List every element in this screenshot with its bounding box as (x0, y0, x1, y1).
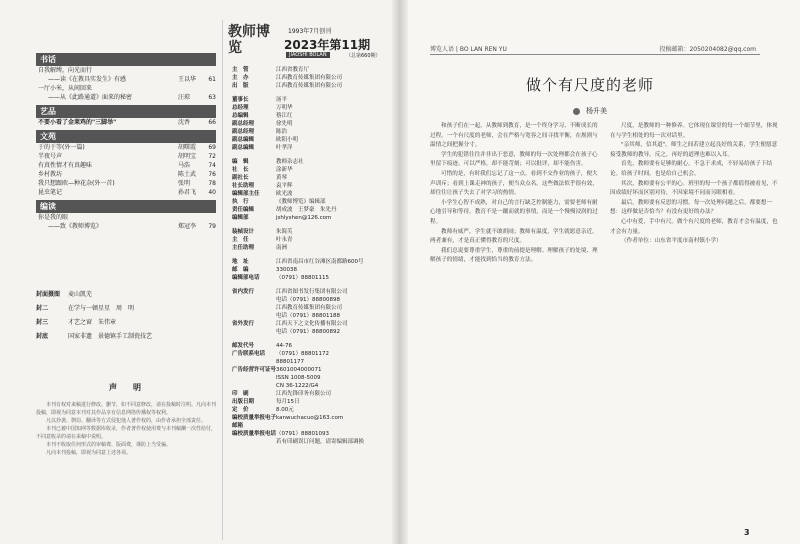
info-row (232, 66, 392, 74)
article-paragraph: 我们总说要尊重学生，尊重的前提是理解。理解孩子的处境、理解孩子的情绪，才能找到恰当的教育方法。 (430, 247, 598, 264)
info-value: 朱海芙 (276, 229, 293, 235)
info-row (232, 398, 392, 406)
info-value: 330038 (276, 267, 297, 273)
statement-body (36, 401, 218, 457)
info-value: 电话（0791）88801188 (276, 313, 340, 319)
info-label: 省内发行 (232, 289, 255, 295)
column-name: 博览人语 | BO LAN REN YU (430, 46, 507, 53)
info-label (232, 296, 276, 304)
cover-credit-label: 封面摄图 (36, 291, 61, 298)
info-row (232, 374, 392, 382)
toc-entry-author: 胡曙霞 (178, 144, 197, 151)
cover-credit-label: 封底 (36, 333, 49, 340)
info-row (232, 430, 392, 438)
info-row (232, 342, 392, 350)
info-value: 教师杂志社 (276, 159, 304, 165)
info-label: 印 刷 (232, 391, 249, 397)
toc-entry (36, 188, 216, 197)
info-row (232, 236, 392, 244)
toc-entry-title: 一厅小米，从间回来 (38, 85, 93, 92)
toc-entry-author: 张明 (178, 180, 191, 187)
info-label: 主 任 (232, 237, 249, 243)
byline (440, 106, 740, 116)
toc-section-header: 编读 (36, 200, 216, 213)
toc-entry-page: 66 (208, 119, 216, 126)
article-paragraph: （作者单位：山东省平度市南村镇小学） (621, 238, 722, 245)
info-label: 副总经理 (232, 129, 255, 135)
submission-email: 投稿邮箱：2050204082@qq.com (659, 46, 756, 53)
info-value: 每月15日 (276, 399, 300, 405)
english-name: JIAOSHI BOLAN (286, 52, 330, 58)
toc-entry-author: 郑冠李 (178, 223, 197, 230)
statement-paragraph: 本刊有权对来稿进行修改、删节，如不同意修改，请在投稿时注明。凡向本刊投稿，即视为同意本刊对其作品享有信息网络传播权等权利。 (36, 402, 217, 416)
toc-entry (36, 84, 216, 93)
info-label: 出版日期 (232, 399, 255, 405)
info-row (232, 228, 392, 236)
info-row (232, 96, 392, 104)
info-value: 胡成波 王梦豪 朱先丹 (276, 207, 337, 213)
toc-entry (36, 118, 216, 127)
toc-entry (36, 152, 216, 161)
cover-credit-row (36, 302, 216, 316)
toc-entry-author: 马浩 (178, 162, 191, 169)
info-row (232, 406, 392, 414)
article-paragraph: 其次，教师要有公平的心。班里的每一个孩子都值得被看见，不因成绩好坏而区别对待，不因家境不同而另眼相看。 (610, 180, 778, 197)
toc-entry (36, 66, 216, 75)
toc-entry-title: ——从《此路通道》面来的秘密 (48, 94, 133, 101)
info-row (232, 328, 392, 336)
info-label (232, 382, 276, 390)
toc-entry-title: ——致《教师博览》 (48, 223, 103, 230)
article-paragraph: "亲其师，信其道"。师生之间若建立起良好的关系，学生便愿意接受教师的教导。反之，再好的道理也难以入耳。 (610, 142, 778, 158)
info-label: 省外发行 (232, 321, 255, 327)
toc-entry-title: 有真性情才有真趣味 (38, 162, 93, 169)
toc-entry (36, 161, 216, 170)
toc-entry-title: 你是我的眼 (38, 214, 69, 221)
info-row (232, 296, 392, 304)
article-paragraph: 和孩子们在一起，从教师到教育，是一个终身学习、不断成长的过程。一个有尺度的老师，会在严格与宽容之间寻找平衡，在规则与温情之间把握分寸。 (430, 123, 598, 149)
total-issue: （总第660期） (346, 53, 381, 59)
info-value: 叶永青 (276, 237, 293, 243)
info-row (232, 438, 392, 446)
info-value: 汤平 (276, 97, 288, 103)
toc-entry-title: 不要小看了金莱鸡的"三脚举" (38, 119, 117, 126)
cover-credit-row (36, 288, 216, 302)
cover-credit-label: 封二 (36, 305, 49, 312)
info-value: ISSN 1008-5009 (276, 375, 321, 381)
info-value: 徐先明 (276, 121, 293, 127)
page-number: 3 (744, 528, 750, 537)
toc-section-header: 艺品 (36, 105, 216, 118)
toc-entry-page (204, 84, 216, 93)
info-value: 蔡江红 (276, 113, 293, 119)
info-row (232, 390, 392, 398)
toc-entry (36, 170, 216, 179)
toc-entry (36, 222, 216, 231)
toc-entry-title: 我只想跟欧—种花杂(外一首) (38, 180, 115, 187)
article-paragraph: 尺度，是教师的一种修养。它体现在课堂的每一个细节里，体现在与学生相处的每一次对话里。 (610, 123, 778, 139)
info-label (232, 304, 276, 312)
info-value: 44-76 (276, 343, 292, 349)
info-label: 出 版 (232, 83, 249, 89)
toc-entry-title: ——读《在教具实发生》有感 (48, 76, 127, 83)
info-value: 万明华 (276, 105, 293, 111)
cover-credit-row (36, 316, 216, 330)
info-value: 8.00元 (276, 407, 294, 413)
info-row (232, 288, 392, 296)
info-value: 江西省教育厅 (276, 67, 310, 73)
article-column-2 (610, 122, 778, 247)
toc-entry-title: 乡村教坊 (38, 171, 63, 178)
cover-credit-value: 才艺之窗 朱伟章 (68, 319, 117, 326)
info-value: kanwuchacuo@163.com (276, 415, 344, 421)
author-name: 杨升美 (586, 107, 607, 115)
info-value: 《教师博览》编辑部 (276, 199, 326, 205)
info-label: 地 址 (232, 259, 249, 265)
author-dot-icon (573, 108, 580, 115)
toc-entry-author: 孙君飞 (178, 189, 197, 196)
info-label: 装帧设计 (232, 229, 255, 235)
info-label: 总经理 (232, 105, 249, 111)
toc-entry-page (204, 213, 216, 222)
toc-section-header: 文苑 (36, 130, 216, 143)
toc-entry (36, 75, 216, 84)
info-label: 编辑部主任 (232, 191, 260, 197)
info-row (232, 166, 392, 174)
toc-entry-title: 半夜号声 (38, 153, 63, 160)
toc-entry-page: 76 (208, 171, 216, 178)
info-row (232, 304, 392, 312)
info-label: 执 行 (232, 199, 249, 205)
toc-entry-author: 沈香 (178, 119, 191, 126)
cover-credit-label: 封三 (36, 319, 49, 326)
info-value: 江西先锋印务有限公司 (276, 391, 332, 397)
statement-paragraph: 凡以抄袭、剽窃、翻译等方式侵犯他人著作权的，由作者承担全部责任。 (46, 418, 207, 424)
info-row (232, 312, 392, 320)
info-row (232, 414, 392, 430)
statement-paragraph: 本刊不收取任何形式的审稿费、版面费，谨防上当受骗。 (46, 442, 172, 448)
info-row (232, 104, 392, 112)
info-row (232, 244, 392, 252)
info-value: 欧光波 (276, 191, 293, 197)
info-value: 涂新华 (276, 167, 293, 173)
info-row (232, 274, 392, 282)
toc-entry-page: 69 (208, 144, 216, 151)
toc-entry-page: 72 (208, 153, 216, 160)
toc-entry-page: 79 (208, 223, 216, 230)
info-label: 广告经营许可证号 (232, 367, 277, 373)
info-row (232, 366, 392, 374)
info-label: 董事长 (232, 97, 249, 103)
article-column-1 (430, 122, 598, 266)
info-value: 若有印刷误订问题，请寄编辑部调换 (276, 439, 365, 445)
info-value: 电话（0791）88800898 (276, 297, 340, 303)
article-paragraph: 学生的犯错往往并非出于恶意，教师的每一次处理都会在孩子心里留下痕迹。可以严格，却不能苛刻；可以批评，却不能伤害。 (430, 151, 598, 168)
toc-entry-page: 40 (208, 189, 216, 196)
info-value: 江西省南昌市红谷滩区南都路600号 (276, 259, 364, 265)
info-row (232, 182, 392, 190)
toc-entry (36, 179, 216, 188)
cover-credit-value: 麦山凯芜 (68, 291, 93, 298)
table-of-contents (36, 50, 216, 231)
toc-entry (36, 93, 216, 102)
info-value: 电话（0791）88800892 (276, 329, 340, 335)
info-value: （0791）88801172 (276, 351, 329, 357)
info-value: 江西教育传媒集团有限公司 (276, 305, 343, 311)
info-label (232, 312, 276, 320)
toc-entry-author: 汪琼 (178, 94, 191, 101)
info-label: 编辑部 (232, 215, 249, 221)
info-row (232, 266, 392, 274)
toc-entry-title: 于的于等(外一篇) (38, 144, 85, 151)
info-row (232, 112, 392, 120)
info-row (232, 358, 392, 366)
info-label: 编辑部电话 (232, 275, 260, 281)
article-paragraph: 小学生心智不成熟，对自己的言行缺乏控制能力，需要老师有耐心地引导和等待。教育不是一蹴而就的事情，而是一个慢慢浸润的过程。 (430, 199, 598, 225)
info-label (232, 328, 276, 336)
info-row (232, 158, 392, 166)
info-value: 88801177 (276, 359, 304, 365)
info-label: 编校质量举报电子邮箱 (232, 415, 277, 429)
info-row (232, 214, 392, 222)
info-row (232, 198, 392, 206)
toc-entry-author: 王以华 (178, 76, 197, 83)
info-row (232, 82, 392, 90)
info-row (232, 128, 392, 136)
magazine-logo: 教师博览 (228, 24, 270, 56)
info-value: 江西教育传媒集团有限公司 (276, 83, 343, 89)
info-value: 叶孝洋 (276, 145, 293, 151)
statement-paragraph: 本刊已被中国知网等数据库收录，作者著作权使用费与本刊稿酬一次性给付，不同意收录的请在来稿中说明。 (36, 426, 217, 440)
info-value: 陈浩 (276, 129, 288, 135)
info-row (232, 190, 392, 198)
toc-entry-author (178, 66, 204, 75)
toc-entry (36, 143, 216, 152)
info-label: 定 价 (232, 407, 249, 413)
info-value: CN 36-1222/G4 (276, 383, 319, 389)
info-row (232, 144, 392, 152)
info-value: jshlyshen@126.com (276, 215, 332, 221)
toc-entry-title: 自我解缚，向光而行 (38, 67, 93, 74)
cover-credit-row (36, 330, 216, 344)
info-value: 3601004000071 (276, 367, 322, 373)
cover-credits (36, 288, 216, 344)
info-row (232, 320, 392, 328)
statement-title: 声 明 (109, 383, 145, 392)
info-value: 欧阳小明 (276, 137, 299, 143)
info-label: 副总经理 (232, 121, 255, 127)
right-page (400, 0, 800, 544)
info-label (232, 438, 276, 446)
info-label: 邮 编 (232, 267, 249, 273)
info-label: 社长助理 (232, 183, 255, 189)
statement-box (36, 382, 218, 457)
info-value: 江西省图书发行集团有限公司 (276, 289, 348, 295)
cover-credit-value: 在学与一顿星星 周 明 (68, 305, 135, 312)
toc-entry-author (178, 84, 204, 93)
info-value: 江西天下之文化传播有限公司 (276, 321, 348, 327)
toc-entry-page: 63 (208, 94, 216, 101)
info-row (232, 74, 392, 82)
info-label: 副总编辑 (232, 137, 255, 143)
info-label: 编校质量举报电话 (232, 431, 277, 437)
toc-entry-page (204, 66, 216, 75)
info-label: 主 管 (232, 67, 249, 73)
issue-number: 2023年第11期 (284, 38, 371, 52)
toc-entry-title: 昆虫笔记 (38, 189, 63, 196)
info-row (232, 120, 392, 128)
publication-info (232, 66, 392, 446)
info-row (232, 136, 392, 144)
article-paragraph: 心中有爱，手中有尺。做个有尺度的老师，教育才会有温度，也才会有力量。 (610, 218, 778, 235)
column-divider (222, 20, 223, 540)
header-rule (430, 54, 760, 55)
info-row (232, 174, 392, 182)
info-row (232, 350, 392, 358)
toc-entry (36, 213, 216, 222)
article-paragraph: 最后，教师要有反思的习惯。每一次处理问题之后，都要想一想：这样做是否恰当？有没有更好的办法？ (610, 199, 773, 216)
info-value: 黄琴 (276, 175, 288, 181)
info-value: 南洲 (276, 245, 288, 251)
info-row (232, 382, 392, 390)
info-label: 主任助理 (232, 245, 255, 251)
toc-entry-page: 78 (208, 180, 216, 187)
toc-entry-page: 61 (208, 76, 216, 83)
info-value: （0791）88801115 (276, 275, 329, 281)
established-date: 1993年7月创刊 (288, 28, 332, 35)
page-fold (392, 0, 408, 544)
toc-section-header: 书话 (36, 53, 216, 66)
toc-entry-author: 陈土武 (178, 171, 197, 178)
article-title: 做个有尺度的老师 (525, 76, 654, 94)
info-label: 编 辑 (232, 159, 249, 165)
cover-credit-value: 国家非遗 景德镇手工制瓷技艺 (68, 333, 153, 340)
info-row (232, 258, 392, 266)
toc-entry-author (178, 213, 204, 222)
info-label (232, 374, 276, 382)
info-label: 社 长 (232, 167, 249, 173)
info-label: 总编辑 (232, 113, 249, 119)
info-label: 广告联系电话 (232, 351, 266, 357)
info-label: 副总编辑 (232, 145, 255, 151)
info-label: 责任编辑 (232, 207, 255, 213)
toc-entry-author: 胡明宝 (178, 153, 197, 160)
article-paragraph: 教师有威严，学生就不敢胡闹；教师有温度，学生就愿意亲近。两者兼有，才是真正懂得教育的尺度。 (430, 228, 598, 245)
info-label: 副社长 (232, 175, 249, 181)
info-value: （0791）88801093 (276, 431, 329, 437)
article-paragraph: 可惜的是，有时我们忘记了这一点。看到不交作业的孩子，便大声训斥；看到上课走神的孩子，便当众点名。这些做法似乎很有效，却往往让孩子失去了对学习的热情。 (430, 170, 598, 197)
statement-paragraph: 凡向本刊投稿，即视为同意上述各项。 (46, 450, 132, 456)
info-value: 袁平辉 (276, 183, 293, 189)
toc-entry-page: 74 (208, 162, 216, 169)
info-row (232, 206, 392, 214)
info-value: 江西教育传媒集团有限公司 (276, 75, 343, 81)
info-label: 邮发代号 (232, 343, 255, 349)
info-label (232, 358, 276, 366)
info-label: 主 办 (232, 75, 249, 81)
article-paragraph: 首先，教师要有足够的耐心，不急于求成，不轻易给孩子下结论。给孩子时间，也是给自己机会。 (610, 161, 773, 177)
